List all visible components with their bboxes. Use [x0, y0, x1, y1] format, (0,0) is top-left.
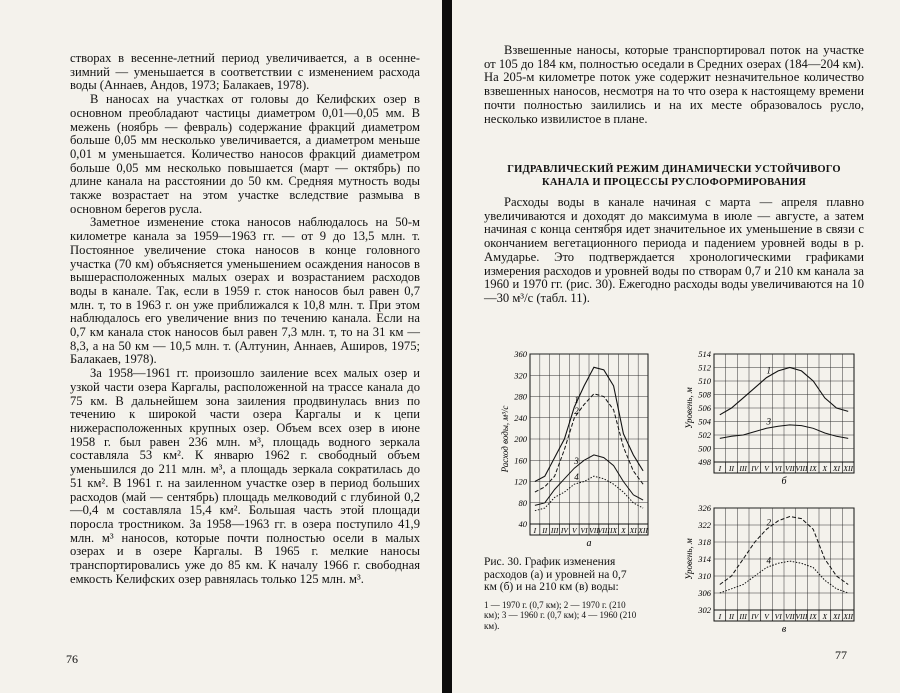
x-tick-label: III [739, 464, 747, 473]
series-label: 2 [766, 517, 771, 528]
chart-level-0-7km [672, 348, 862, 498]
page-number: 76 [66, 652, 78, 666]
x-tick-label: IX [809, 464, 817, 473]
x-tick-label: II [729, 612, 734, 621]
x-tick-label: I [718, 612, 722, 621]
x-tick-label: VII [589, 526, 599, 535]
x-tick-label: X [822, 612, 828, 621]
y-tick-label: 326 [698, 503, 711, 513]
y-tick-label: 502 [698, 430, 711, 440]
x-tick-label: XI [629, 526, 637, 535]
y-tick-label: 80 [518, 497, 527, 508]
x-tick-label: XII [638, 526, 648, 535]
x-tick-label: IV [751, 612, 759, 621]
y-tick-label: 302 [698, 605, 711, 615]
y-tick-label: 504 [698, 416, 711, 427]
y-tick-label: 280 [514, 391, 527, 402]
x-tick-label: V [571, 526, 577, 535]
y-tick-label: 508 [698, 389, 711, 400]
x-tick-label: VIII [795, 464, 808, 473]
panel-label: б [781, 476, 787, 487]
x-tick-label: XII [843, 464, 853, 473]
series-label: 4 [766, 555, 771, 566]
x-tick-label: VI [774, 464, 782, 473]
paragraph: В наносах на участках от головы до Келифских озер в основном преобладают частицы диаметром 0,01—0,05 мм. В межень (ноябрь — февраль) содержание фракций диаметром больше 0,05 мм несколько увеличивается, а диаметром меньше 0,01 м уменьшается. Количество наносов фракций диаметром больше 0,05 мм несколько повышается (март — октябрь) по длине канала на расстоянии до 50 км. Средняя мутность воды также возрастает на этом участке вследствие размыва в основном берегов русла. [70, 92, 420, 216]
x-tick-label: VIII [597, 526, 610, 535]
y-tick-label: 120 [514, 476, 527, 487]
x-tick-label: II [729, 464, 734, 473]
caption-legend: 1 — 1970 г. (0,7 км); 2 — 1970 г. (210 км); 3 — 1960 г. (0,7 км); 4 — 1960 (210 км). [484, 599, 637, 631]
page-number: 77 [835, 648, 847, 662]
x-tick-label: I [718, 464, 722, 473]
x-tick-label: VI [580, 526, 588, 535]
x-tick-label: V [764, 464, 769, 473]
x-tick-label: XII [843, 612, 853, 621]
x-tick-label: XI [832, 464, 841, 473]
series-label: 3 [766, 416, 771, 427]
chart-discharge [492, 348, 652, 560]
section-heading: ГИДРАВЛИЧЕСКИЙ РЕЖИМ ДИНАМИЧЕСКИ УСТОЙЧИВОГО КАНАЛА И ПРОЦЕССЫ РУСЛОФОРМИРОВАНИЯ [507, 164, 841, 188]
series-label: 1 [574, 395, 579, 406]
x-tick-label: II [542, 526, 548, 535]
y-tick-label: 500 [698, 443, 711, 454]
x-tick-label: I [533, 526, 537, 535]
y-tick-label: 306 [698, 588, 711, 598]
right-mid-text [484, 196, 864, 306]
x-tick-label: IV [560, 526, 568, 535]
x-tick-label: VII [785, 612, 795, 621]
paragraph: Расходы воды в канале начиная с марта — апреля плавно увеличиваются и доходят до максимума в июле — августе, а затем начиная с конца сентября идет значительное их уменьшение в связи с окончанием вегетационного периода и падением уровней воды в р. Амударье. Это подтверждается хронологическими графиками измерения расходов и уровней воды по створам 0,7 и 210 км канала за 1960 и 1970 гг. (рис. 30). Ежегодно расходы воды увеличиваются на 10—30 м³/с (табл. 11). [484, 195, 864, 305]
y-tick-label: 512 [698, 362, 711, 373]
y-axis-label: Уровень, м [684, 538, 694, 580]
series-label: 2 [574, 405, 579, 416]
x-tick-label: XI [832, 612, 841, 621]
right-page [452, 0, 900, 693]
series-label: 3 [574, 456, 579, 467]
paragraph: Заметное изменение стока наносов наблюдалось на 50-м километре канала за 1959—1963 гг. — от 9 до 13,5 млн. т. Постоянное увеличение стока наносов в конце головного участка (70 км) объясняется уменьшением осаждения наносов в вышерасположенных малых озерах и возрастанием расходов воды в канале. Так, если в 1959 г. сток наносов был равен 0,7 млн. т, то в 1963 г. он уже приближался к 10,8 млн. т. При этом наблюдалось его увеличение вниз по течению канала. Если на 0,7 км канала сток наносов был равен 7,3 млн. т, то на 31 км — 8,3, а на 50 км — 10,5 млн. т. (Алтунин, Аннаев, Аширов, 1975; Балакаев, 1978). [70, 215, 420, 367]
y-axis-label: Расход воды, м³/с [500, 405, 510, 473]
y-tick-label: 506 [698, 403, 711, 413]
x-tick-label: IX [610, 526, 618, 535]
y-axis-label: Уровень, м [684, 387, 694, 429]
x-tick-label: IV [751, 464, 759, 473]
x-tick-label: X [822, 464, 828, 473]
x-tick-label: VIII [795, 612, 808, 621]
y-tick-label: 320 [514, 370, 527, 381]
book-gutter [442, 0, 452, 693]
caption-text: Рис. 30. График изменения расходов (а) и уровней на 0,7 км (б) и на 210 км (в) воды: [484, 556, 627, 593]
y-tick-label: 40 [518, 519, 527, 529]
y-tick-label: 160 [514, 455, 527, 466]
paragraph: Взвешенные наносы, которые транспортировал поток на участке от 105 до 184 км, полностью оседали в Средних озерах (184—204 км). На 205-м километре поток уже содержит незначительное количество взвешенных наносов, несмотря на то что озера к настоящему времени почти полностью заилились и на их месте образовалось русло, несколько извилистое в плане. [484, 43, 864, 126]
series-label: 1 [766, 365, 771, 376]
x-tick-label: VI [774, 612, 782, 621]
paragraph: За 1958—1961 гг. произошло заиление всех малых озер и узкой части озера Каргалы, расположенной на трассе канала до 75 км. В дальнейшем зона заиления продвинулась вниз по течению к широкой части озера Каргалы и к цепи нижерасположенных крупных озер. Объем всех озер в июне 1958 г. был равен 236 млн. м³, площадь водного зеркала составляла 53 км². К январю 1962 г. свободный объем уменьшился до 211 млн. м³, а площадь зеркала сократилась до 51 км². В 1961 г. на заиленном участке озер в период больших расходов (май — сентябрь) площадь мелководий с глубиной 0,2—0,4 м составляла 15,4 км². Большая часть этой площади поросла тростником. За 1958—1963 гг. в озера поступило 41,9 млн. м³ наносов, которые почти полностью осели в малых озерах и в озере Каргалы. В 1965 г. мелкие наносы транспортировались уже до 85 км. К началу 1966 г. свободная емкость Келифских озер равнялась только 125 млн. м³. [70, 366, 420, 586]
y-tick-label: 510 [698, 376, 711, 386]
series-label: 4 [574, 472, 579, 483]
y-tick-label: 322 [698, 520, 711, 530]
y-tick-label: 310 [698, 571, 711, 581]
figure-caption [484, 556, 642, 631]
right-top-text [484, 44, 864, 126]
y-tick-label: 360 [514, 349, 527, 359]
left-page [0, 0, 442, 693]
x-tick-label: III [739, 612, 747, 621]
y-tick-label: 498 [698, 457, 711, 467]
x-tick-label: III [550, 526, 559, 535]
y-tick-label: 314 [698, 554, 711, 564]
chart-level-210km [672, 502, 862, 642]
x-tick-label: X [621, 526, 626, 535]
left-page-text [70, 52, 420, 586]
panel-label: а [586, 538, 592, 549]
x-tick-label: IX [809, 612, 817, 621]
paragraph: створах в весенне-летний период увеличивается, а в осенне-зимний — уменьшается в соответствии с изменением расхода воды (Аннаев, Андов, 1973; Балакаев, 1978). [70, 51, 420, 93]
panel-label: в [781, 624, 787, 635]
x-tick-label: VII [785, 464, 795, 473]
y-tick-label: 200 [514, 434, 527, 444]
y-tick-label: 318 [698, 537, 711, 547]
y-tick-label: 514 [698, 349, 711, 359]
y-tick-label: 240 [514, 412, 527, 423]
x-tick-label: V [764, 612, 769, 621]
